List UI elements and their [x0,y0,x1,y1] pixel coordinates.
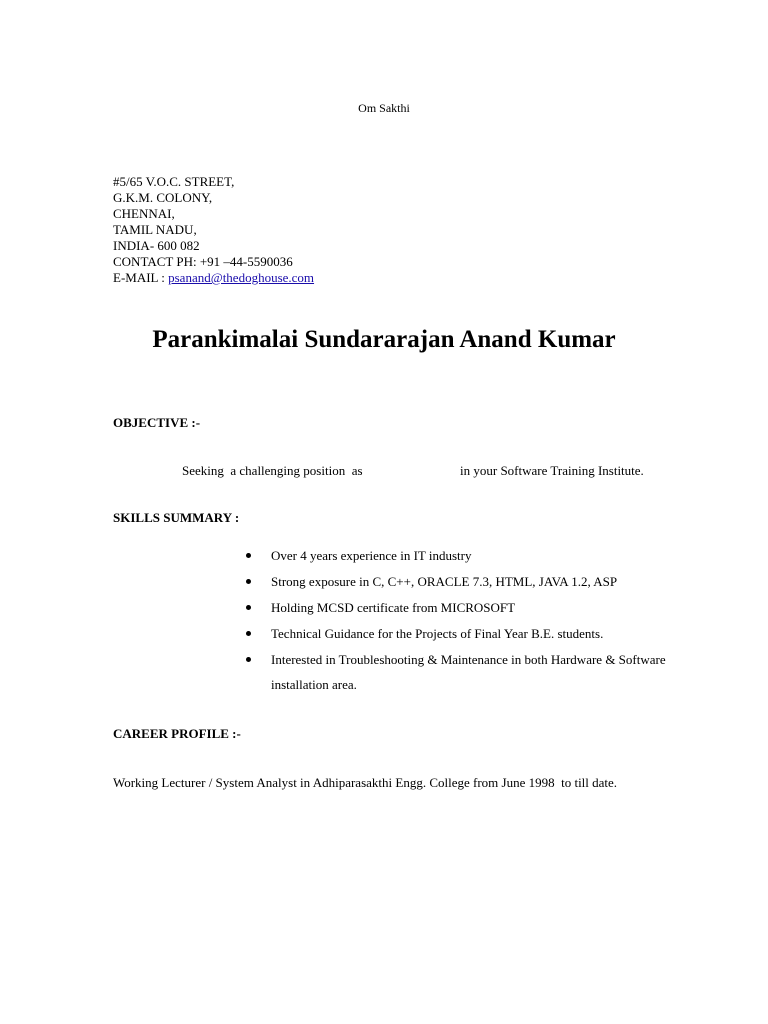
email-label: E-MAIL : [113,270,169,285]
skills-list [246,543,666,698]
list-item [246,621,666,646]
skill-text: Interested in Troubleshooting & Maintenance in both Hardware & Software installation area. [271,652,666,692]
objective-text-part2: in your Software Training Institute. [460,463,644,478]
objective-text-part1: Seeking a challenging position as [182,463,363,478]
skill-text: Technical Guidance for the Projects of Final Year B.E. students. [271,626,604,641]
objective-heading: OBJECTIVE :- [113,415,201,430]
skill-text: Strong exposure in C, C++, ORACLE 7.3, HTML, JAVA 1.2, ASP [271,574,618,589]
skills-heading: SKILLS SUMMARY : [113,510,240,525]
list-item [246,647,666,697]
bullet-icon [246,605,251,610]
bullet-icon [246,657,251,662]
header-blessing: Om Sakthi [358,101,410,115]
skill-text: Holding MCSD certificate from MICROSOFT [271,600,516,615]
bullet-icon [246,579,251,584]
address-block [113,174,314,286]
list-item [246,595,666,620]
address-line: #5/65 V.O.C. STREET, [113,174,235,189]
candidate-name: Parankimalai Sundararajan Anand Kumar [152,326,616,353]
email-row [113,270,314,286]
address-line: G.K.M. COLONY, [113,190,213,205]
address-line: CHENNAI, [113,206,175,221]
address-line: TAMIL NADU, [113,222,197,237]
career-heading: CAREER PROFILE :- [113,726,241,741]
email-link[interactable]: psanand@thedoghouse.com [168,270,315,285]
address-line: INDIA- 600 082 [113,238,200,253]
skill-text: Over 4 years experience in IT industry [271,548,472,563]
list-item [246,543,666,568]
career-text: Working Lecturer / System Analyst in Adhiparasakthi Engg. College from June 1998 to till date. [113,775,618,790]
contact-phone: CONTACT PH: +91 –44-5590036 [113,254,293,269]
bullet-icon [246,553,251,558]
bullet-icon [246,631,251,636]
list-item [246,569,666,594]
